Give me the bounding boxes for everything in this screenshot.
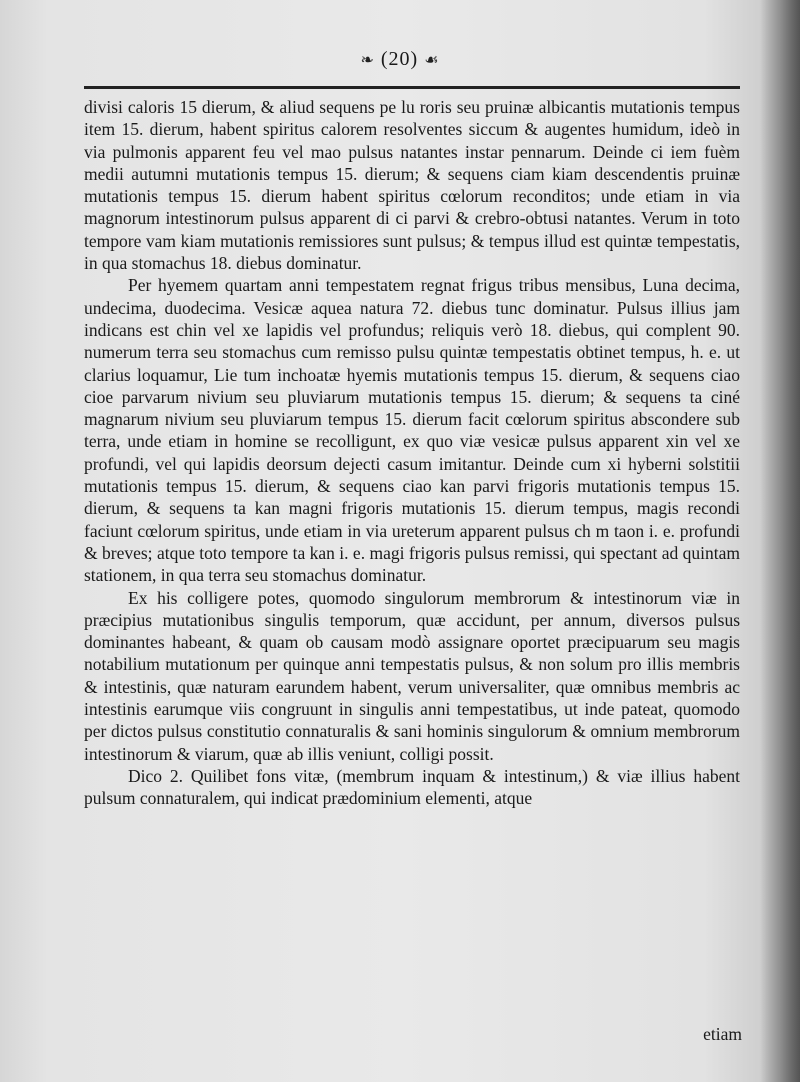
body-text — [84, 96, 740, 810]
paragraph-winter: Per hyemem quartam anni tempestatem regnat frigus tribus mensibus, Luna decima, undecima, duodecima. Vesicæ aquea natura 72. diebus tunc dominatur. Pulsus illius jam indicans est chin vel xe lapidis vel profundus; reliquis verò 18. diebus, qui complent 90. numerum terra seu stomachus cum remisso pulsu quintæ tempestatis obtinet tempus, h. e. ut clarius loquamur, Lie tum inchoatæ hyemis mutationis tempus 15. dierum, & sequens ciao cioe parvarum nivium seu pluviarum mutationis tempus 15. dierum; & sequens ta ciné magnarum nivium seu pluviarum tempus 15. dierum facit cœlorum spiritus abscondere sub terra, unde etiam in homine se recolligunt, ex quo viæ vesicæ pulsus apparent xin vel xe profundi, vel qui lapidis deorsum dejecti casum imitantur. Deinde cum xi hyberni solstitii mutationis tempus 15. dierum, & sequens ciao kan parvi frigoris mutationis tempus 15. dierum, & sequens ta kan magni frigoris mutationis 15. dierum tempus, magis recondi faciunt cœlorum spiritus, unde etiam in via ureterum apparent pulsus ch m taon i. e. profundi & breves; atque toto tempore ta kan i. e. magi frigoris pulsus remissi, qui spectant ad quintam stationem, in qua terra seu stomachus dominatur. — [84, 275, 740, 586]
running-head — [0, 48, 800, 71]
header-rule — [84, 86, 740, 89]
left-ornament-icon: ❧ — [360, 52, 375, 69]
paragraph-continued: divisi caloris 15 dierum, & aliud sequens pe lu roris seu pruinæ albicantis mutationis tempus item 15. dierum, habent spiritus calorem resolventes siccum & augentes humidum, ideò in via pulmonis apparent feu vel mao pulsus natantes instar pennarum. Deinde ci iem fuèm medii autumni mutationis tempus 15. dierum; & sequens ciam kiam descendentis pruinæ mutationis tempus 15. dierum habent spiritus cœlorum reconditos; unde etiam in via magnorum intestinorum pulsus apparent di ci parvi & crebro-obtusi natantes. Verum in toto tempore vam kiam mutationis remissiores sunt pulsus; & tempus illud est quintæ tempestatis, in qua stomachus 18. diebus dominatur. — [84, 97, 740, 274]
page-gutter-shadow — [760, 0, 800, 1082]
paragraph-conclusion: Ex his colligere potes, quomodo singulorum membrorum & intestinorum viæ in præcipius mutationibus singulis temporum, quæ accidunt, per annum, diversos pulsus dominantes habeant, & quam ob causam modò assignare oportet præcipuarum seu magis notabilium mutationum per quinque anni tempestatis pulsus, & non solum pro illis membris & intestinis, quæ naturam earundem habent, verum universaliter, quæ omnibus membris ac intestinis earumque viis congruunt in singulis anni tempestatibus, ut inde pateat, quomodo per dictos pulsus constitutio connaturalis & sani hominis singulorum & omnium membrorum intestinorum & viarum, quæ ab illis veniunt, colligi possit. — [84, 587, 740, 764]
paragraph-dico: Dico 2. Quilibet fons vitæ, (membrum inquam & intestinum,) & viæ illius habent pulsum connaturalem, qui indicat prædominium elementi, atque — [84, 765, 740, 809]
right-ornament-icon: ☙ — [424, 52, 440, 69]
catchword: etiam — [703, 1024, 742, 1044]
page-number: (20) — [380, 48, 419, 70]
